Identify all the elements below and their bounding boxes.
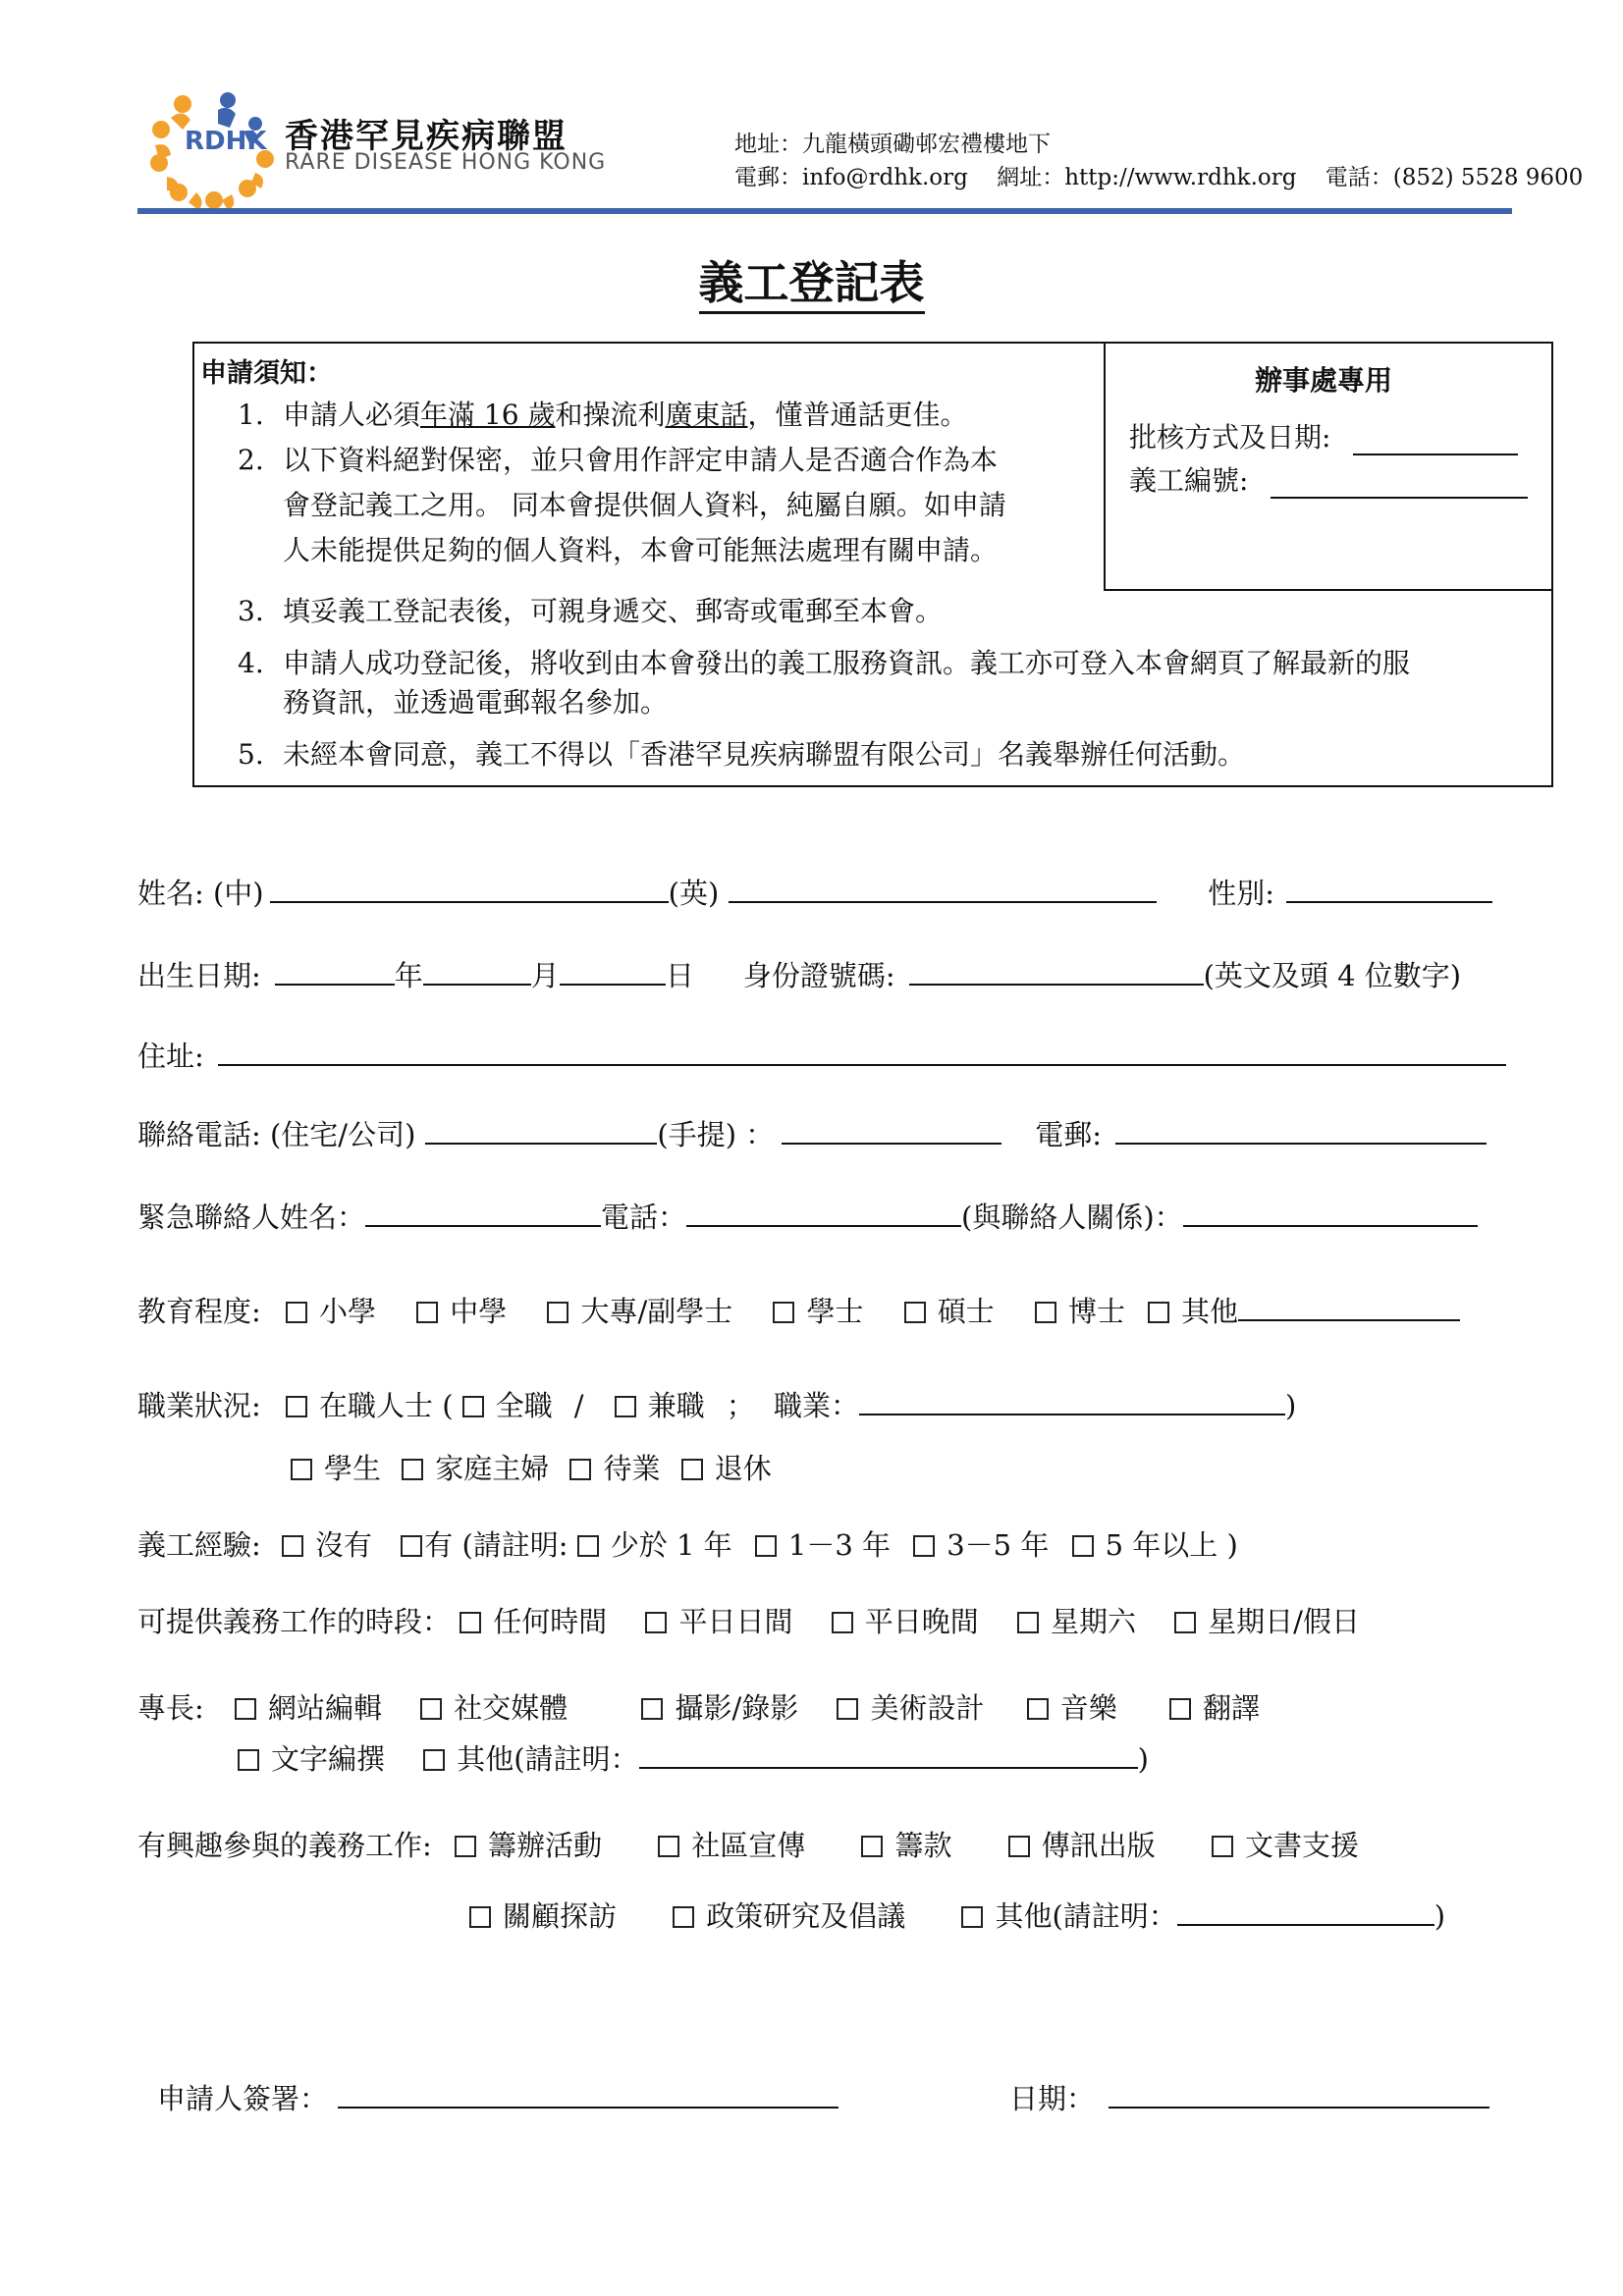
skills-row [137,1686,1260,1727]
availability-row [137,1600,1360,1640]
skills-other-checkbox[interactable] [423,1749,445,1771]
occupation-retired-checkbox[interactable] [681,1459,703,1480]
availability-label: 可提供義務工作的時段： [137,1605,452,1638]
org-website: 網址：http://www.rdhk.org [997,165,1297,190]
notice-text: 填妥義工登記表後，可親身遞交、郵寄或電郵至本會。 [283,595,944,627]
logo-text: RDHK [185,127,267,156]
name-row [137,872,1492,912]
occupation-job-label: 職業： [774,1389,860,1422]
approval-field[interactable] [1353,428,1518,455]
availability-sunday-holiday-checkbox[interactable] [1174,1612,1196,1633]
skills-photo-video-checkbox[interactable] [641,1698,663,1720]
availability-option: 任何時間 [493,1605,608,1638]
mobile-label: (手提) ： [657,1118,775,1151]
experience-label: 義工經驗: [137,1528,261,1562]
interest-other-field[interactable] [1177,1896,1434,1926]
experience-lt1-checkbox[interactable] [577,1535,599,1557]
occupation-close: ) [1285,1389,1297,1422]
volunteer-no-label: 義工編號: [1129,464,1249,497]
occupation-option: 待業 [603,1452,661,1485]
approval-label: 批核方式及日期: [1129,421,1331,454]
approval-row [1129,416,1518,455]
interest-policy-checkbox[interactable] [673,1906,694,1928]
interest-label: 有興趣參與的義務工作: [137,1829,432,1862]
availability-weekday-evening-checkbox[interactable] [832,1612,853,1633]
notice-text: 人未能提供足夠的個人資料，本會可能無法處理有關申請。 [283,534,999,566]
experience-yes-label: 有 (請註明: [424,1528,568,1562]
skills-music-checkbox[interactable] [1027,1698,1049,1720]
skills-other-label: 其他(請註明： [457,1742,639,1776]
skills-web-editing-checkbox[interactable] [235,1698,256,1720]
org-address: 地址：九龍橫頭磡邨宏禮樓地下 [734,132,1051,157]
skills-option: 翻譯 [1202,1691,1260,1725]
notice-num: 4. [238,647,264,679]
skills-option: 美術設計 [870,1691,985,1725]
address-field[interactable] [218,1037,1506,1066]
interest-close: ) [1434,1899,1446,1933]
skills-option: 網站編輯 [268,1691,383,1725]
education-option: 博士 [1067,1295,1125,1328]
rdhk-logo [149,90,279,208]
skills-label: 專長: [137,1691,204,1725]
experience-5plus-checkbox[interactable] [1072,1535,1094,1557]
occupation-job-field[interactable] [859,1386,1285,1415]
notice-text: 務資訊，並透過電郵報名參加。 [283,686,669,719]
form-title-text: 義工登記表 [699,256,925,314]
id-note: (英文及頭 4 位數字) [1203,959,1462,992]
experience-none-checkbox[interactable] [282,1535,303,1557]
education-doctorate-checkbox[interactable] [1035,1302,1056,1323]
org-phone: 電話：(852) 5528 9600 [1325,165,1584,190]
id-field[interactable] [909,956,1204,986]
notice-num: 2. [238,444,264,476]
notice-text: 和操流利 [555,399,666,431]
notice-text: ，懂普通話更佳。 [747,399,968,431]
notice-text: 申請人必須 [283,399,421,431]
occupation-row [137,1384,1296,1424]
availability-anytime-checkbox[interactable] [460,1612,481,1633]
emergency-phone-field[interactable] [686,1198,961,1227]
skills-social-media-checkbox[interactable] [420,1698,442,1720]
interest-row [137,1824,1359,1864]
org-contact-line [734,159,1604,191]
phone-home-field[interactable] [425,1115,657,1145]
dob-year-label: 年 [394,959,423,992]
skills-row-2 [238,1737,1149,1778]
occupation-fulltime-label: 全職 [495,1389,553,1422]
dob-month-field[interactable] [423,956,531,986]
education-option: 碩士 [937,1295,995,1328]
education-associate-checkbox[interactable] [547,1302,568,1323]
occupation-unemployed-checkbox[interactable] [569,1459,591,1480]
interest-events-checkbox[interactable] [455,1836,476,1857]
experience-option: 少於 1 年 [610,1528,732,1562]
notice-num: 5. [238,738,264,771]
dob-day-label: 日 [665,959,694,992]
occupation-employed-checkbox[interactable] [286,1396,307,1417]
mobile-field[interactable] [782,1115,1001,1145]
education-other-field[interactable] [1238,1292,1460,1321]
experience-option: 5 年以上 ) [1105,1528,1238,1562]
education-primary-checkbox[interactable] [286,1302,307,1323]
education-option: 學士 [806,1295,864,1328]
occupation-student-checkbox[interactable] [291,1459,312,1480]
interest-option: 文書支援 [1244,1829,1359,1862]
signature-row [157,2077,839,2117]
skills-option: 社交媒體 [454,1691,568,1725]
education-option: 其他 [1181,1295,1239,1328]
name-cn-field[interactable] [270,874,669,903]
occupation-fulltime-checkbox[interactable] [462,1396,484,1417]
address-row [137,1035,1506,1075]
phone-row [137,1113,1487,1153]
interest-option: 政策研究及倡議 [706,1899,906,1933]
availability-weekday-day-checkbox[interactable] [645,1612,667,1633]
availability-saturday-checkbox[interactable] [1017,1612,1039,1633]
email-field[interactable] [1115,1115,1487,1145]
occupation-semicolon: ； [726,1389,755,1422]
skills-close: ) [1137,1742,1149,1776]
availability-option: 星期日/假日 [1208,1605,1360,1638]
emergency-relation-label: (與聯絡人關係)： [961,1201,1183,1234]
interest-clerical-checkbox[interactable] [1212,1836,1233,1857]
dob-year-field[interactable] [275,956,395,986]
notice-underlined-language: 廣東話 [665,399,748,431]
occupation-homemaker-checkbox[interactable] [402,1459,423,1480]
id-label: 身份證號碼: [742,959,895,992]
dob-label: 出生日期: [137,959,261,992]
notice-text: 申請人成功登記後，將收到由本會發出的義工服務資訊。義工亦可登入本會網頁了解最新的服 [283,647,1411,679]
notice-item-1 [238,393,968,438]
interest-other-label: 其他(請註明： [995,1899,1177,1933]
interest-option: 關顧探訪 [503,1899,618,1933]
notice-item-2 [238,438,1006,573]
experience-3to5-checkbox[interactable] [913,1535,935,1557]
org-name-en: RARE DISEASE HONG KONG [285,150,607,175]
signature-label: 申請人簽署： [157,2082,329,2115]
dob-month-label: 月 [530,959,560,992]
interest-option: 傳訊出版 [1041,1829,1156,1862]
notice-num: 1. [238,399,264,431]
occupation-parttime-checkbox[interactable] [615,1396,636,1417]
volunteer-no-field[interactable] [1271,471,1528,499]
education-option: 小學 [319,1295,377,1328]
notice-text: 以下資料絕對保密，並只會用作評定申請人是否適合作為本 [283,444,999,476]
form-title [0,247,1623,312]
experience-yes-checkbox[interactable] [401,1535,422,1557]
skills-art-design-checkbox[interactable] [837,1698,858,1720]
experience-row [137,1523,1238,1564]
occupation-slash: / [573,1389,584,1422]
org-name-cn: 香港罕見疾病聯盟 [285,117,568,156]
education-label: 教育程度: [137,1295,261,1328]
notice-underlined-age: 年滿 16 歲 [420,399,556,431]
skills-other-field[interactable] [639,1739,1138,1769]
education-other-checkbox[interactable] [1148,1302,1169,1323]
availability-option: 平日晚間 [864,1605,979,1638]
interest-fundraising-checkbox[interactable] [861,1836,883,1857]
education-option: 大專/副學士 [580,1295,733,1328]
name-cn-label: 姓名: (中) [137,877,264,910]
header-divider [137,208,1512,214]
interest-option: 籌辦活動 [488,1829,603,1862]
occupation-option: 家庭主婦 [435,1452,550,1485]
interest-publication-checkbox[interactable] [1008,1836,1030,1857]
skills-option: 音樂 [1059,1691,1117,1725]
skills-writing-checkbox[interactable] [238,1749,259,1771]
interest-community-checkbox[interactable] [658,1836,679,1857]
date-row [1009,2077,1489,2117]
name-en-label: (英) [668,877,720,910]
office-use-title: 辦事處專用 [1255,364,1393,397]
occupation-employed-label: 在職人士 ( [319,1389,454,1422]
occupation-label: 職業狀況: [137,1389,261,1422]
notice-text: 未經本會同意，義工不得以「香港罕見疾病聯盟有限公司」名義舉辦任何活動。 [283,738,1246,771]
emergency-phone-label: 電話： [601,1201,687,1234]
date-label: 日期： [1009,2082,1096,2115]
dob-day-field[interactable] [560,956,666,986]
emergency-name-label: 緊急聯絡人姓名： [137,1201,366,1234]
interest-option: 社區宣傳 [691,1829,806,1862]
education-row [137,1290,1460,1330]
notice-item-4 [238,644,1410,722]
email-label: 電郵: [1035,1118,1103,1151]
education-secondary-checkbox[interactable] [416,1302,438,1323]
experience-option: 3－5 年 [947,1528,1050,1562]
occupation-parttime-label: 兼職 [647,1389,705,1422]
org-email: 電郵：info@rdhk.org [734,165,968,190]
education-option: 中學 [450,1295,508,1328]
education-master-checkbox[interactable] [904,1302,926,1323]
skills-option: 攝影/錄影 [675,1691,799,1725]
address-label: 住址: [137,1040,204,1073]
occupation-option: 退休 [714,1452,772,1485]
notice-item-5 [238,732,1245,777]
volunteer-no-row [1129,459,1528,499]
skills-option: 文字編撰 [271,1742,386,1776]
interest-option: 籌款 [894,1829,952,1862]
interest-visits-checkbox[interactable] [469,1906,491,1928]
dob-id-row [137,954,1461,994]
notice-text: 會登記義工之用。 同本會提供個人資料，純屬自願。如申請 [283,489,1006,521]
experience-none-label: 沒有 [315,1528,373,1562]
logo-people-ring-icon [149,90,279,208]
notice-num: 3. [238,595,264,627]
gender-label: 性別: [1208,877,1275,910]
emergency-row [137,1196,1478,1236]
gender-field[interactable] [1286,874,1492,903]
experience-1to3-checkbox[interactable] [755,1535,777,1557]
experience-option: 1－3 年 [787,1528,891,1562]
signature-field[interactable] [338,2079,839,2109]
interest-other-checkbox[interactable] [961,1906,983,1928]
availability-option: 平日日間 [678,1605,793,1638]
education-bachelor-checkbox[interactable] [773,1302,794,1323]
occupation-option: 學生 [324,1452,382,1485]
notice-heading: 申請須知： [200,358,333,389]
interest-row-2 [469,1895,1445,1935]
occupation-row-2 [291,1447,772,1487]
emergency-name-field[interactable] [365,1198,601,1227]
phone-label: 聯絡電話: (住宅/公司) [137,1118,416,1151]
skills-translation-checkbox[interactable] [1169,1698,1191,1720]
name-en-field[interactable] [729,874,1157,903]
availability-option: 星期六 [1050,1605,1136,1638]
emergency-relation-field[interactable] [1183,1198,1478,1227]
notice-item-3 [238,589,943,634]
date-field[interactable] [1109,2079,1489,2109]
